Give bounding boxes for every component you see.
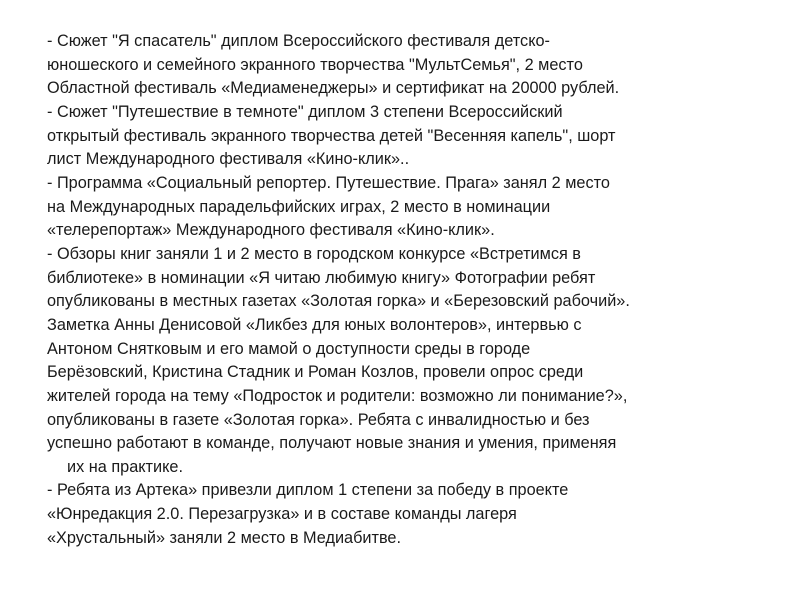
text-line: открытый фестиваль экранного творчества детей "Весенняя капель", шорт (47, 126, 616, 145)
text-line: жителей города на тему «Подросток и родители: возможно ли понимание?», (47, 386, 628, 405)
text-line: - Ребята из Артека» привезли диплом 1 степени за победу в проекте (47, 481, 569, 500)
text-line: - Программа «Социальный репортер. Путешествие. Прага» занял 2 место (47, 173, 610, 192)
text-line: Берёзовский, Кристина Стадник и Роман Козлов, провели опрос среди (47, 363, 584, 382)
text-line: Заметка Анны Денисовой «Ликбез для юных волонтеров», интервью с (47, 315, 582, 334)
text-line: на Международных парадельфийских играх, 2 место в номинации (47, 197, 551, 216)
text-line: успешно работают в команде, получают новые знания и умения, применяя (47, 434, 617, 453)
text-line: - Сюжет "Я спасатель" диплом Всероссийского фестиваля детско- (47, 32, 550, 50)
text-line: библиотеке» в номинации «Я читаю любимую книгу» Фотографии ребят (47, 268, 596, 287)
text-line: «Хрустальный» заняли 2 место в Медиабитве. (47, 528, 402, 547)
text-line: Областной фестиваль «Медиаменеджеры» и сертификат на 20000 рублей. (47, 79, 620, 98)
text-line: «телерепортаж» Международного фестиваля «Кино-клик». (47, 221, 495, 240)
text-line: - Сюжет "Путешествие в темноте" диплом 3 степени Всероссийский (47, 102, 563, 121)
achievements-text (47, 30, 777, 550)
text-line: лист Международного фестиваля «Кино-клик».. (47, 150, 410, 169)
text-line: их на практике. (67, 457, 183, 476)
text-line: опубликованы в местных газетах «Золотая горка» и «Березовский рабочий». (47, 292, 630, 311)
text-line: опубликованы в газете «Золотая горка». Ребята с инвалидностью и без (47, 410, 590, 429)
text-line: юношеского и семейного экранного творчества "МультСемья", 2 место (47, 55, 583, 74)
text-line: «Юнредакция 2.0. Перезагрузка» и в составе команды лагеря (47, 505, 517, 524)
text-line: - Обзоры книг заняли 1 и 2 место в городском конкурсе «Встретимся в (47, 244, 581, 263)
text-line: Антоном Снятковым и его мамой о доступности среды в городе (47, 339, 531, 358)
